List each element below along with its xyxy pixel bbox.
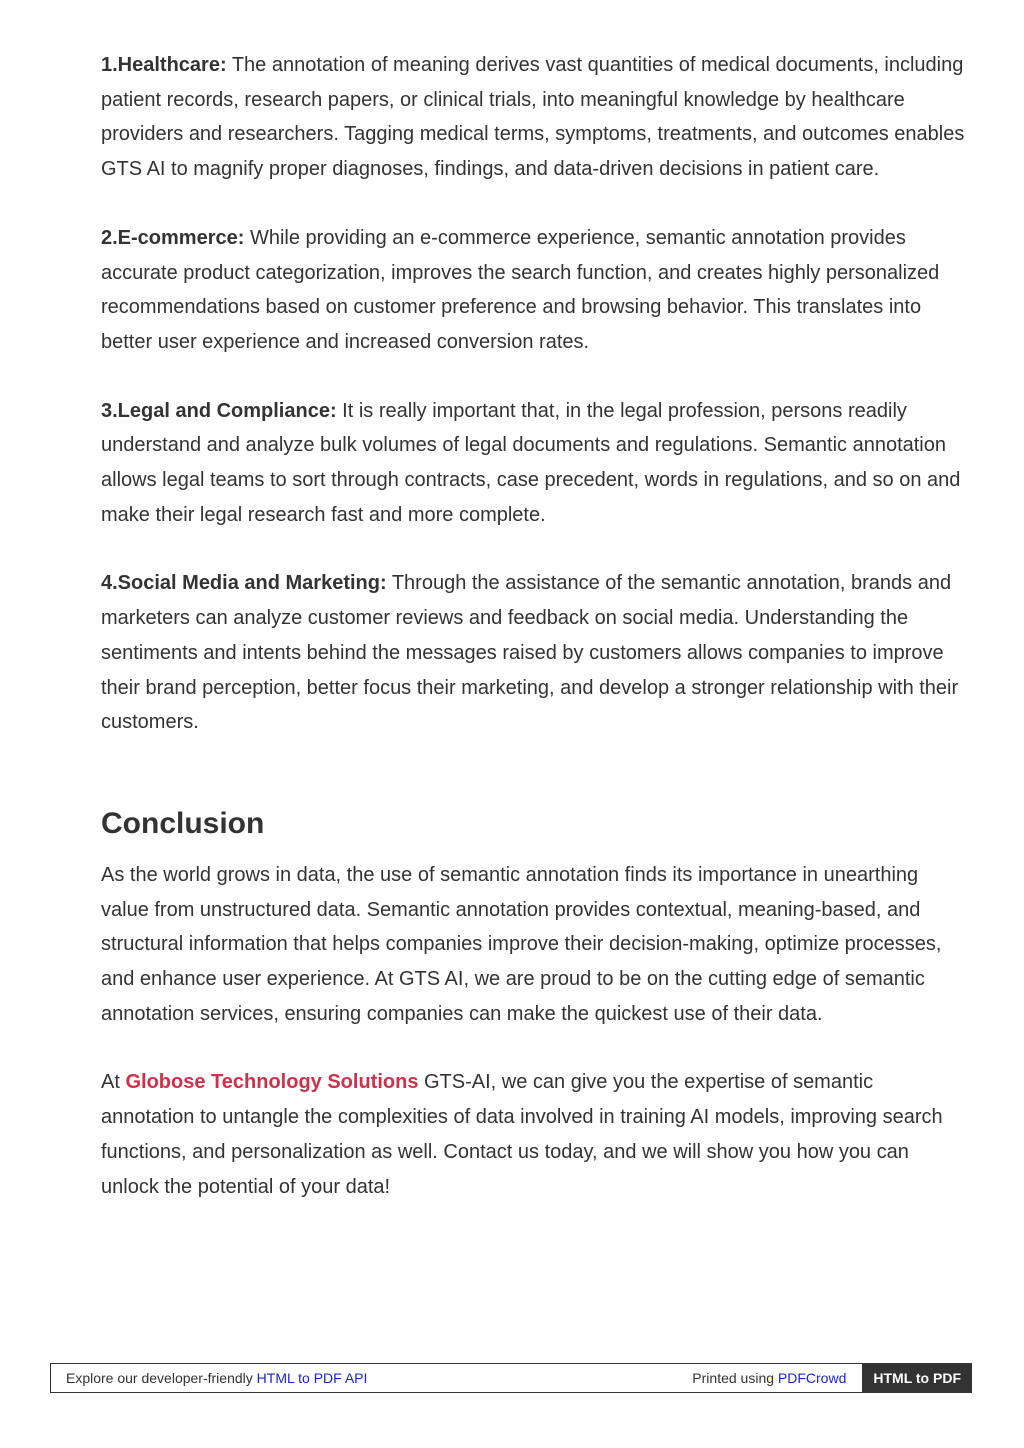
- paragraph-suffix: GTS-AI, we can give you the expertise of semantic annotation to untangle the complexities of data involved in training AI models, improving search functions, and personalization as well. Contact us today, and we will show you how you can unlock the potential of your data!: [101, 1071, 943, 1198]
- section-text: The annotation of meaning derives vast quantities of medical documents, including patient records, research papers, or clinical trials, into meaningful knowledge by healthcare providers and researchers. Tagging medical terms, symptoms, treatments, and outcomes enables GTS AI to magnify proper diagnoses, findings, and data-driven decisions in patient care.: [101, 54, 965, 181]
- section-healthcare: [101, 48, 971, 187]
- conclusion-paragraph: As the world grows in data, the use of semantic annotation finds its importance in unearthing value from unstructured data. Semantic annotation provides contextual, meaning-based, and structural information that helps companies improve their decision-making, optimize processes, and enhance user experience. At GTS AI, we are proud to be on the cutting edge of semantic annotation services, ensuring companies can make the quickest use of their data.: [101, 863, 942, 1025]
- section-title: 2.E-commerce:: [101, 226, 245, 249]
- pdfcrowd-link[interactable]: PDFCrowd: [777, 1370, 847, 1386]
- section-legal: [101, 394, 971, 533]
- section-title: 4.Social Media and Marketing:: [101, 572, 387, 595]
- section-title: 3.Legal and Compliance:: [101, 399, 337, 422]
- section-social-media: [101, 566, 971, 740]
- explore-text: Explore our developer-friendly: [66, 1370, 253, 1386]
- pdfcrowd-footer: [50, 1363, 972, 1393]
- section-text: It is really important that, in the legal profession, persons readily understand and analyze bulk volumes of legal documents and regulations. Semantic annotation allows legal teams to sort through contracts, case precedent, words in regulations, and so on and make their legal research fast and more complete.: [101, 399, 961, 526]
- footer-printed: [692, 1370, 862, 1386]
- html-to-pdf-button[interactable]: HTML to PDF: [862, 1364, 971, 1392]
- contact-paragraph: [101, 1065, 971, 1204]
- section-text: Through the assistance of the semantic annotation, brands and marketers can analyze customer reviews and feedback on social media. Understanding the sentiments and intents behind the messages raised by customers allows companies to improve their brand perception, better focus their marketing, and develop a stronger relationship with their customers.: [101, 572, 959, 734]
- paragraph-prefix: At: [101, 1071, 120, 1094]
- conclusion-heading: Conclusion: [101, 806, 265, 840]
- section-text: While providing an e-commerce experience, semantic annotation provides accurate product categorization, improves the search function, and creates highly personalized recommendations based on customer preference and browsing behavior. This translates into better user experience and increased conversion rates.: [101, 226, 940, 353]
- printed-text: Printed using: [692, 1370, 775, 1386]
- footer-explore: [51, 1370, 692, 1386]
- html-to-pdf-api-link[interactable]: HTML to PDF API: [256, 1370, 368, 1386]
- section-title: 1.Healthcare:: [101, 54, 227, 76]
- globose-link[interactable]: Globose Technology Solutions: [125, 1071, 419, 1094]
- section-ecommerce: [101, 221, 971, 360]
- article-body: [101, 48, 971, 1238]
